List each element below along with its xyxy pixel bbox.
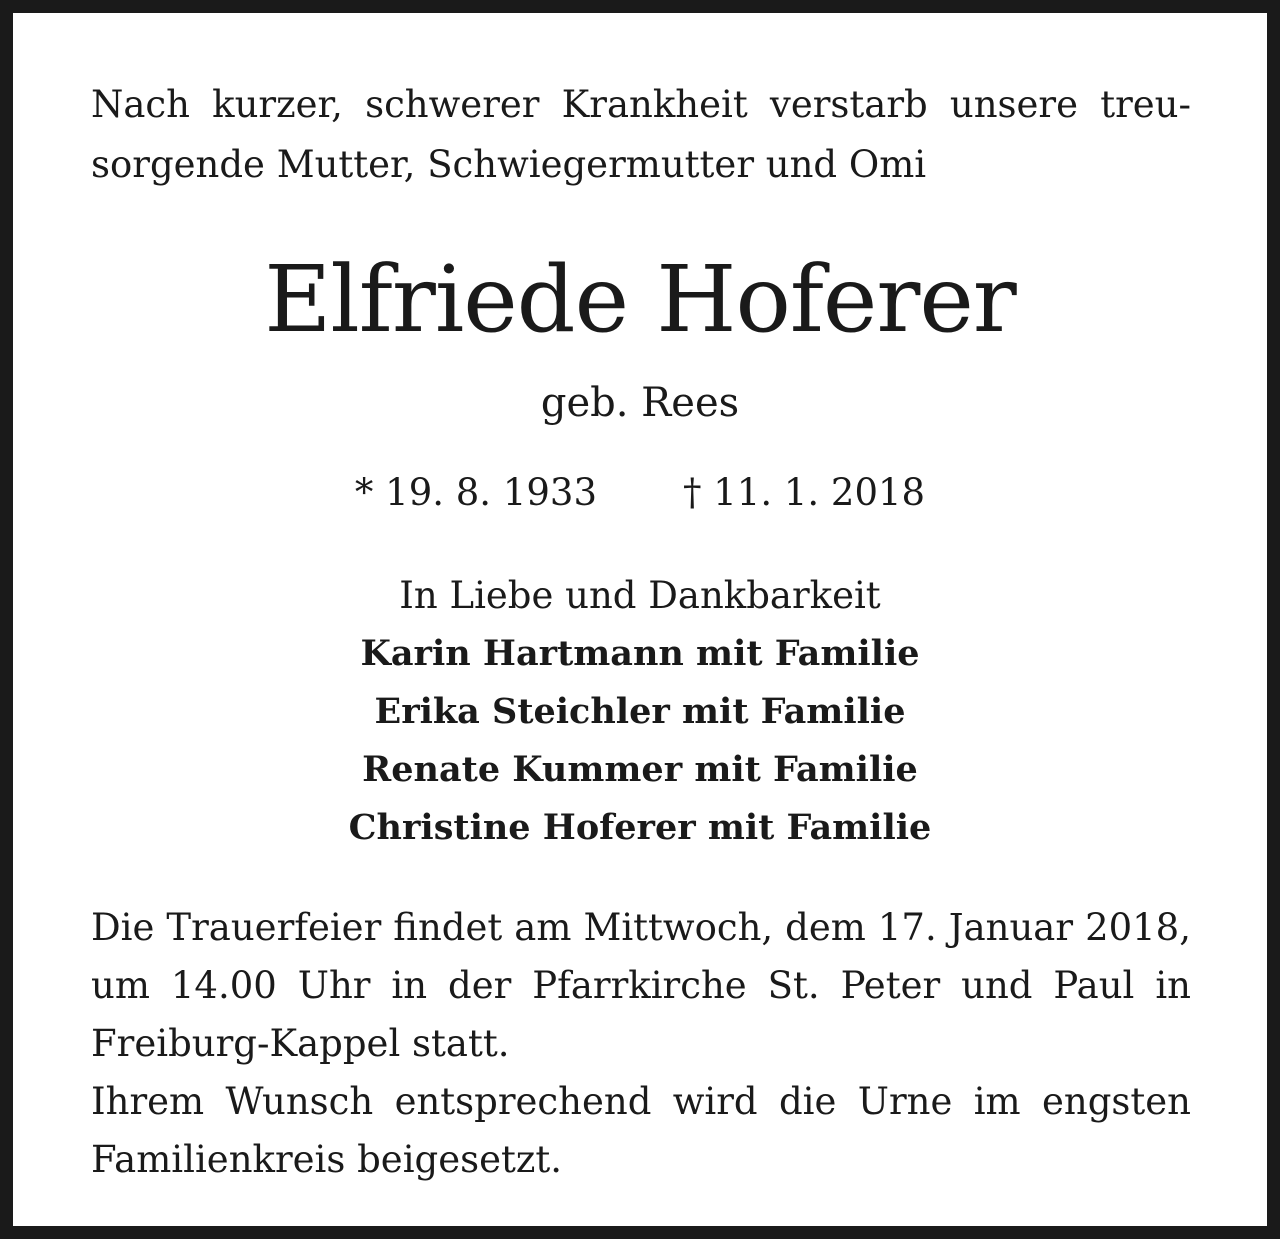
funeral-line-3: Freiburg-Kappel statt. — [91, 1022, 510, 1065]
funeral-line-2: um 14.00 Uhr in der Pfarrkirche St. Peter und Paul in — [91, 964, 1191, 1007]
gratitude-line: In Liebe und Dankbarkeit — [399, 574, 881, 617]
funeral-line-4: Ihrem Wunsch entsprechend wird die Urne im engsten — [91, 1080, 1191, 1123]
mourner-family: Renate Kummer mit Familie — [362, 749, 918, 790]
intro-line-1: Nach kurzer, schwerer Krankheit verstarb unsere treu- — [91, 83, 1191, 126]
funeral-info — [91, 899, 1191, 1189]
mourner-family: Erika Steichler mit Familie — [374, 691, 906, 732]
funeral-line-1: Die Trauerfeier findet am Mittwoch, dem 17. Januar 2018, — [91, 906, 1191, 949]
life-dates — [13, 468, 1267, 518]
deceased-name: Elfriede Hoferer — [264, 246, 1016, 353]
maiden-name: geb. Rees — [540, 380, 740, 426]
death-date: † 11. 1. 2018 — [683, 471, 926, 514]
intro-line-2: sorgende Mutter, Schwiegermutter und Omi — [91, 143, 927, 186]
birth-date: * 19. 8. 1933 — [354, 471, 597, 514]
mourners-list — [13, 625, 1267, 857]
mourner-family: Karin Hartmann mit Familie — [360, 633, 920, 674]
mourner-family: Christine Hoferer mit Familie — [348, 807, 932, 848]
funeral-line-5: Familienkreis beigesetzt. — [91, 1138, 562, 1181]
intro-text — [91, 75, 1191, 195]
